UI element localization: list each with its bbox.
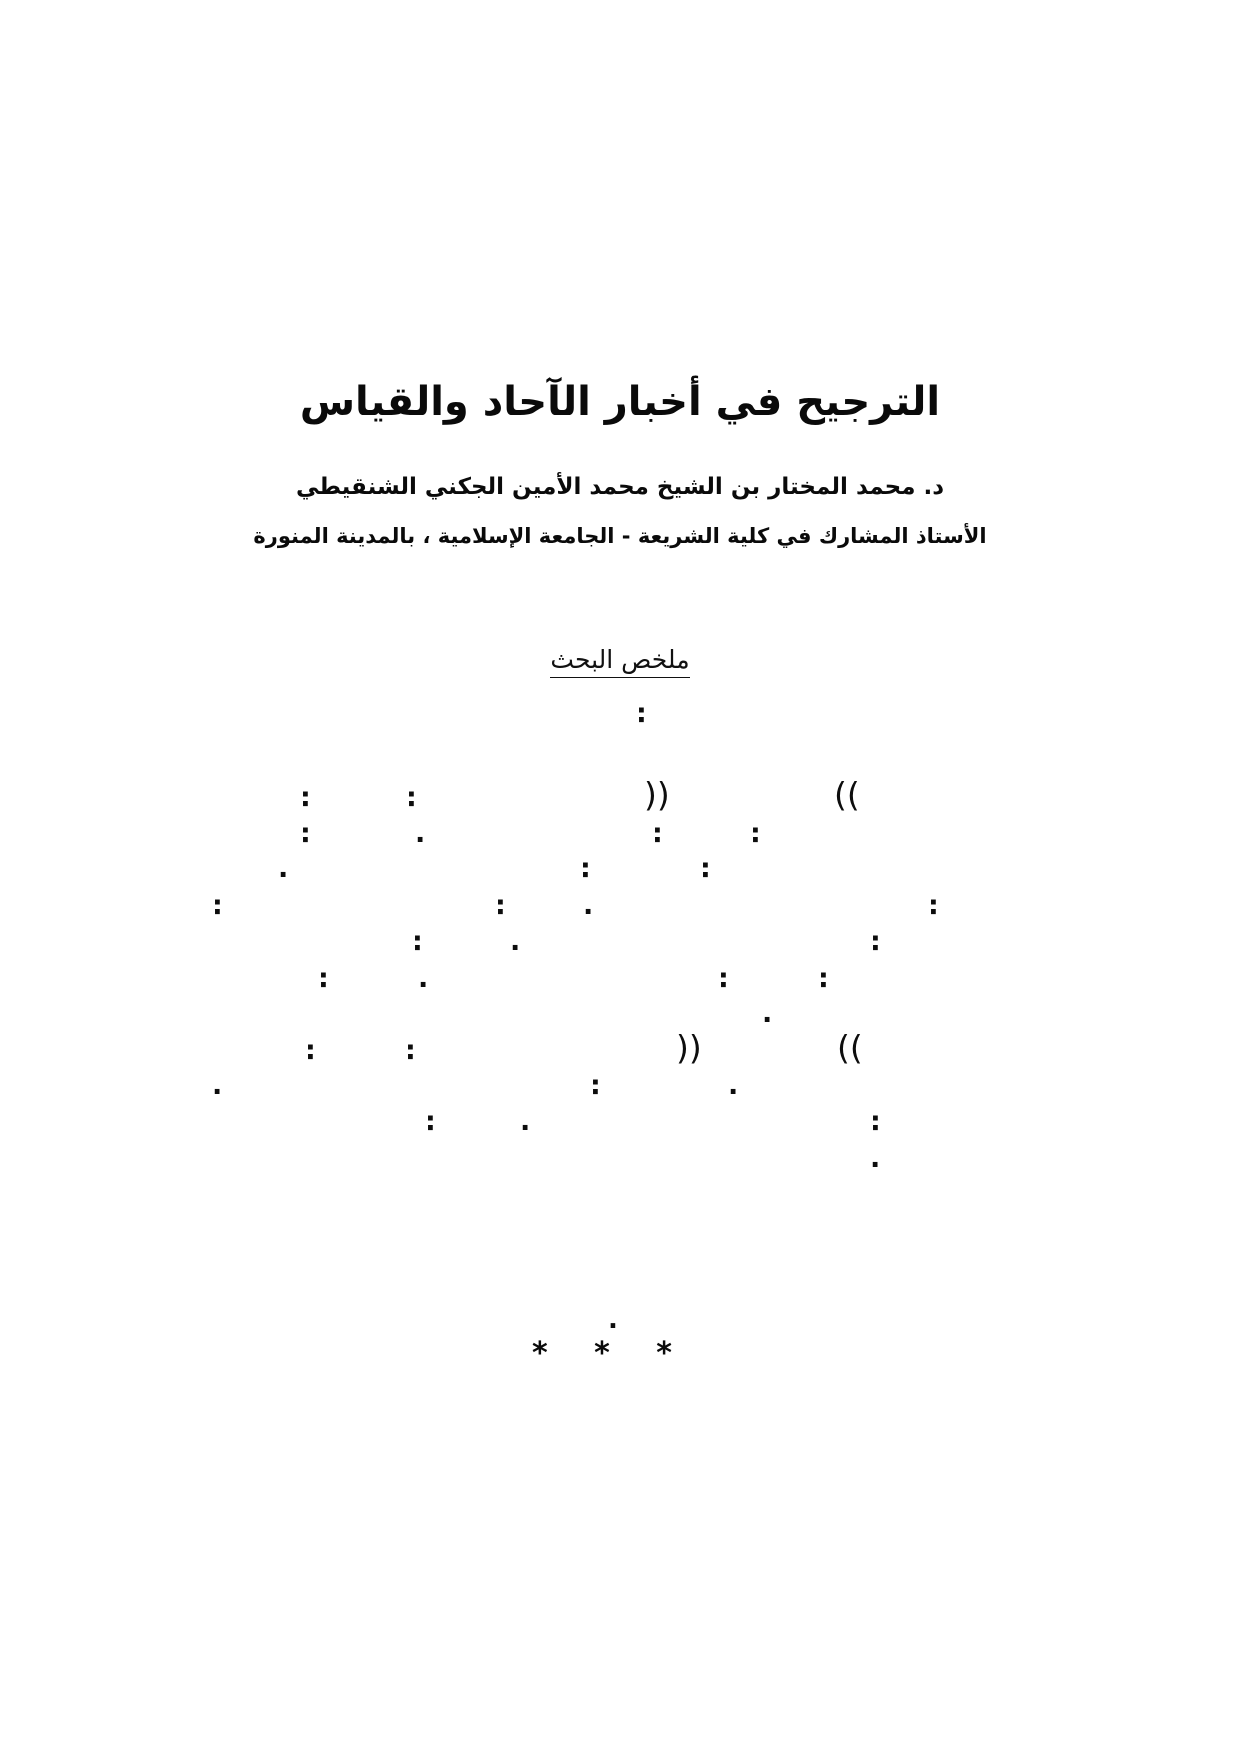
abstract-punctuation-colon: : (590, 1070, 601, 1101)
abstract-punctuation-quote: )) (837, 1028, 863, 1067)
abstract-line (170, 892, 1070, 926)
abstract-line (170, 775, 1070, 818)
abstract-punctuation-period: . (762, 998, 773, 1029)
abstract-punctuation-colon: : (870, 1106, 881, 1137)
abstract-punctuation-colon: : (580, 853, 591, 884)
abstract-punctuation-colon: : (425, 1106, 436, 1137)
abstract-punctuation-colon: : (406, 782, 417, 813)
abstract-line (170, 1000, 1070, 1034)
abstract-punctuation-colon: : (928, 890, 939, 921)
abstract-punctuation-period: . (728, 1070, 739, 1101)
abstract-line (170, 700, 1070, 734)
abstract-punctuation-colon: : (652, 818, 663, 849)
page-title: الترجيح في أخبار الآحاد والقياس (299, 378, 941, 425)
abstract-punctuation-quote: (( (676, 1028, 702, 1067)
abstract-punctuation-colon: : (305, 1035, 316, 1066)
abstract-punctuation-period: . (870, 1143, 881, 1174)
abstract-punctuation-colon: : (750, 818, 761, 849)
author-name: د. محمد المختار بن الشيخ محمد الأمين الجكني الشنقيطي (295, 474, 945, 500)
abstract-punctuation-period: . (510, 926, 521, 957)
abstract-punctuation-period: . (278, 853, 289, 884)
author-block (0, 470, 1240, 552)
abstract-heading-label: ملخص البحث (550, 645, 689, 678)
abstract-heading (0, 645, 1240, 674)
abstract-punctuation-quote: (( (644, 775, 670, 814)
abstract-punctuation-period: . (583, 890, 594, 921)
abstract-line (170, 965, 1070, 999)
abstract-punctuation-period: . (418, 963, 429, 994)
abstract-line (170, 1108, 1070, 1142)
abstract-punctuation-colon: : (318, 963, 329, 994)
abstract-punctuation-colon: : (212, 890, 223, 921)
abstract-punctuation-colon: : (718, 963, 729, 994)
abstract-punctuation-colon: : (300, 818, 311, 849)
author-affiliation: الأستاذ المشارك في كلية الشريعة - الجامعة الإسلامية ، بالمدينة المنورة (253, 523, 987, 548)
abstract-punctuation-colon: : (495, 890, 506, 921)
abstract-line (170, 1145, 1070, 1179)
abstract-punctuation-period: . (520, 1106, 531, 1137)
abstract-line (170, 855, 1070, 889)
abstract-punctuation-colon: : (636, 698, 647, 729)
abstract-punctuation-colon: : (300, 782, 311, 813)
abstract-line (170, 1072, 1070, 1106)
abstract-punctuation-period: . (212, 1070, 223, 1101)
trailing-period: . (608, 1305, 618, 1335)
abstract-punctuation-quote: )) (834, 775, 860, 814)
abstract-line (170, 820, 1070, 854)
abstract-punctuation-colon: : (870, 926, 881, 957)
abstract-body (170, 700, 1070, 1260)
abstract-line (170, 928, 1070, 962)
abstract-punctuation-colon: : (405, 1035, 416, 1066)
abstract-line (170, 1028, 1070, 1071)
abstract-punctuation-colon: : (412, 926, 423, 957)
section-separator: * * * (532, 1336, 690, 1371)
abstract-punctuation-colon: : (818, 963, 829, 994)
abstract-punctuation-colon: : (700, 853, 711, 884)
abstract-punctuation-period: . (415, 818, 426, 849)
